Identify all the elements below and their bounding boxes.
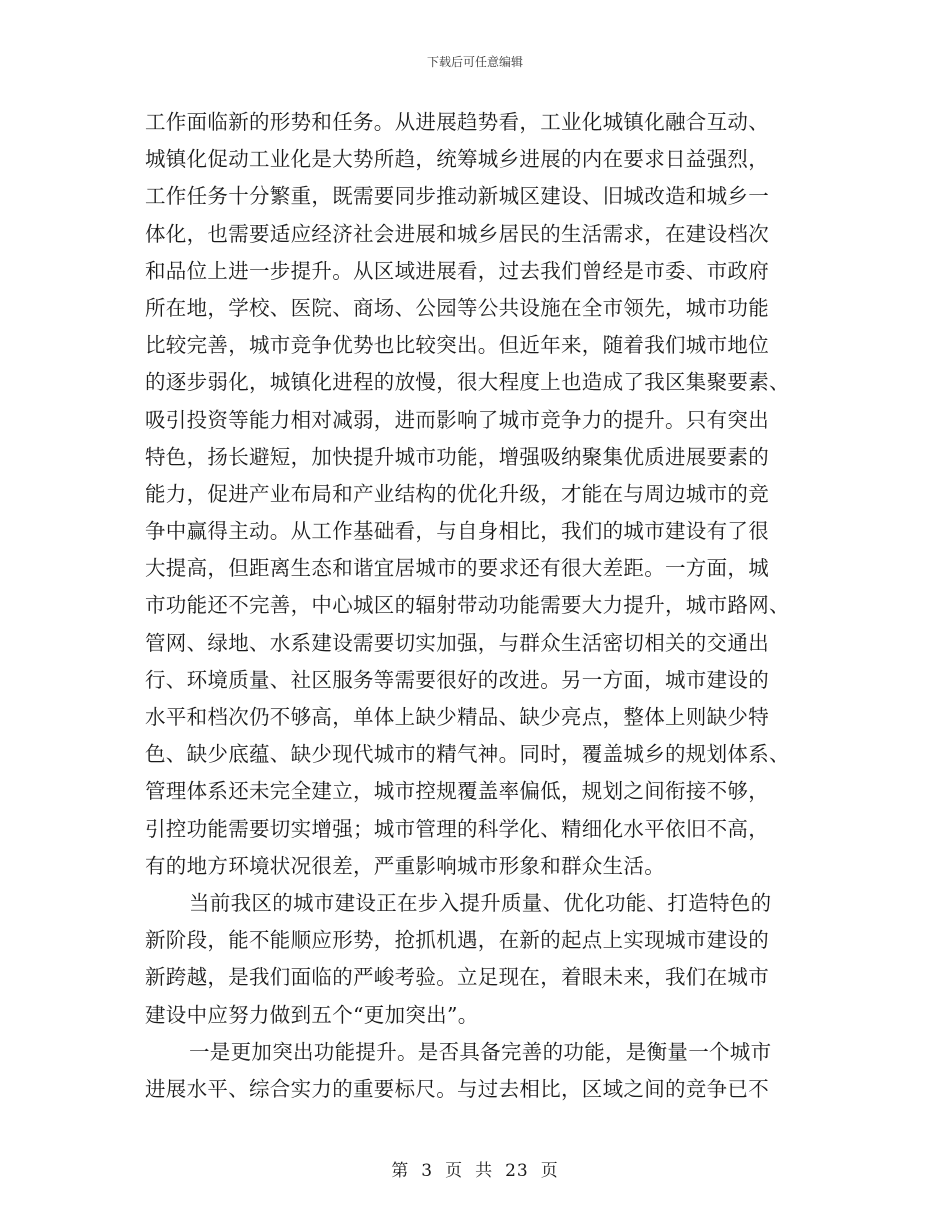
text-line: 建设中应努力做到五个“更加突出”。 xyxy=(145,1002,479,1027)
text-line: 新阶段，能不能顺应形势，抢抓机遇，在新的起点上实现城市建设的 xyxy=(145,928,769,953)
paragraph xyxy=(145,1034,815,1108)
text-line: 所在地，学校、医院、商场、公园等公共设施在全市领先，城市功能 xyxy=(145,295,769,320)
text-line: 争中赢得主动。从工作基础看，与自身相比，我们的城市建设有了很 xyxy=(145,519,769,544)
text-line: 有的地方环境状况很差，严重影响城市形象和群众生活。 xyxy=(145,853,665,878)
text-line: 城镇化促动工业化是大势所趋，统筹城乡进展的内在要求日益强烈， xyxy=(145,147,769,172)
text-line: 色、缺少底蕴、缺少现代城市的精气神。同时，覆盖城乡的规划体系、 xyxy=(145,742,790,767)
text-line: 吸引投资等能力相对减弱，进而影响了城市竞争力的提升。只有突出 xyxy=(145,407,769,432)
page-footer xyxy=(0,1156,950,1181)
text-line: 大提高，但距离生态和谐宜居城市的要求还有很大差距。一方面，城 xyxy=(145,556,769,581)
footer-total-unit: 页 xyxy=(540,1161,559,1181)
text-line: 管网、绿地、水系建设需要切实加强，与群众生活密切相关的交通出 xyxy=(145,630,769,655)
text-line: 行、环境质量、社区服务等需要很好的改进。另一方面，城市建设的 xyxy=(145,667,769,692)
footer-total-pages: 23 xyxy=(505,1161,529,1181)
text-line: 特色，扬长避短，加快提升城市功能，增强吸纳聚集优质进展要素的 xyxy=(145,444,769,469)
text-line: 新跨越，是我们面临的严峻考验。立足现在，着眼未来，我们在城市 xyxy=(145,965,769,990)
footer-total-label: 共 xyxy=(475,1161,494,1181)
paragraph xyxy=(145,104,815,885)
text-line: 当前我区的城市建设正在步入提升质量、优化功能、打造特色的 xyxy=(189,890,772,915)
text-line: 工作任务十分繁重，既需要同步推动新城区建设、旧城改造和城乡一 xyxy=(145,184,769,209)
text-line: 进展水平、综合实力的重要标尺。与过去相比，区域之间的竞争已不 xyxy=(145,1076,769,1101)
text-line: 工作面临新的形势和任务。从进展趋势看，工业化城镇化融合互动、 xyxy=(145,110,769,134)
text-line: 的逐步弱化，城镇化进程的放慢，很大程度上也造成了我区集聚要素、 xyxy=(145,370,790,395)
footer-page-unit: 页 xyxy=(445,1161,464,1181)
text-line: 管理体系还未完全建立，城市控规覆盖率偏低，规划之间衔接不够， xyxy=(145,779,769,804)
paragraph xyxy=(145,885,815,1034)
footer-page-number: 3 xyxy=(421,1161,434,1181)
text-line: 水平和档次仍不够高，单体上缺少精品、缺少亮点，整体上则缺少特 xyxy=(145,705,769,729)
text-line: 比较完善，城市竞争优势也比较突出。但近年来，随着我们城市地位 xyxy=(145,333,769,358)
text-line: 和品位上进一步提升。从区域进展看，过去我们曾经是市委、市政府 xyxy=(145,258,769,283)
document-body xyxy=(145,104,815,1108)
page-header: 下载后可任意编辑 xyxy=(426,55,523,69)
text-line: 体化，也需要适应经济社会进展和城乡居民的生活需求，在建设档次 xyxy=(145,221,769,246)
footer-page-label: 第 xyxy=(391,1161,410,1181)
text-line: 一是更加突出功能提升。是否具备完善的功能，是衡量一个城市 xyxy=(189,1039,772,1064)
text-line: 市功能还不完善，中心城区的辐射带动功能需要大力提升，城市路网、 xyxy=(145,593,790,618)
text-line: 能力，促进产业布局和产业结构的优化升级，才能在与周边城市的竞 xyxy=(145,481,769,506)
text-line: 引控功能需要切实增强；城市管理的科学化、精细化水平依旧不高， xyxy=(145,816,769,841)
